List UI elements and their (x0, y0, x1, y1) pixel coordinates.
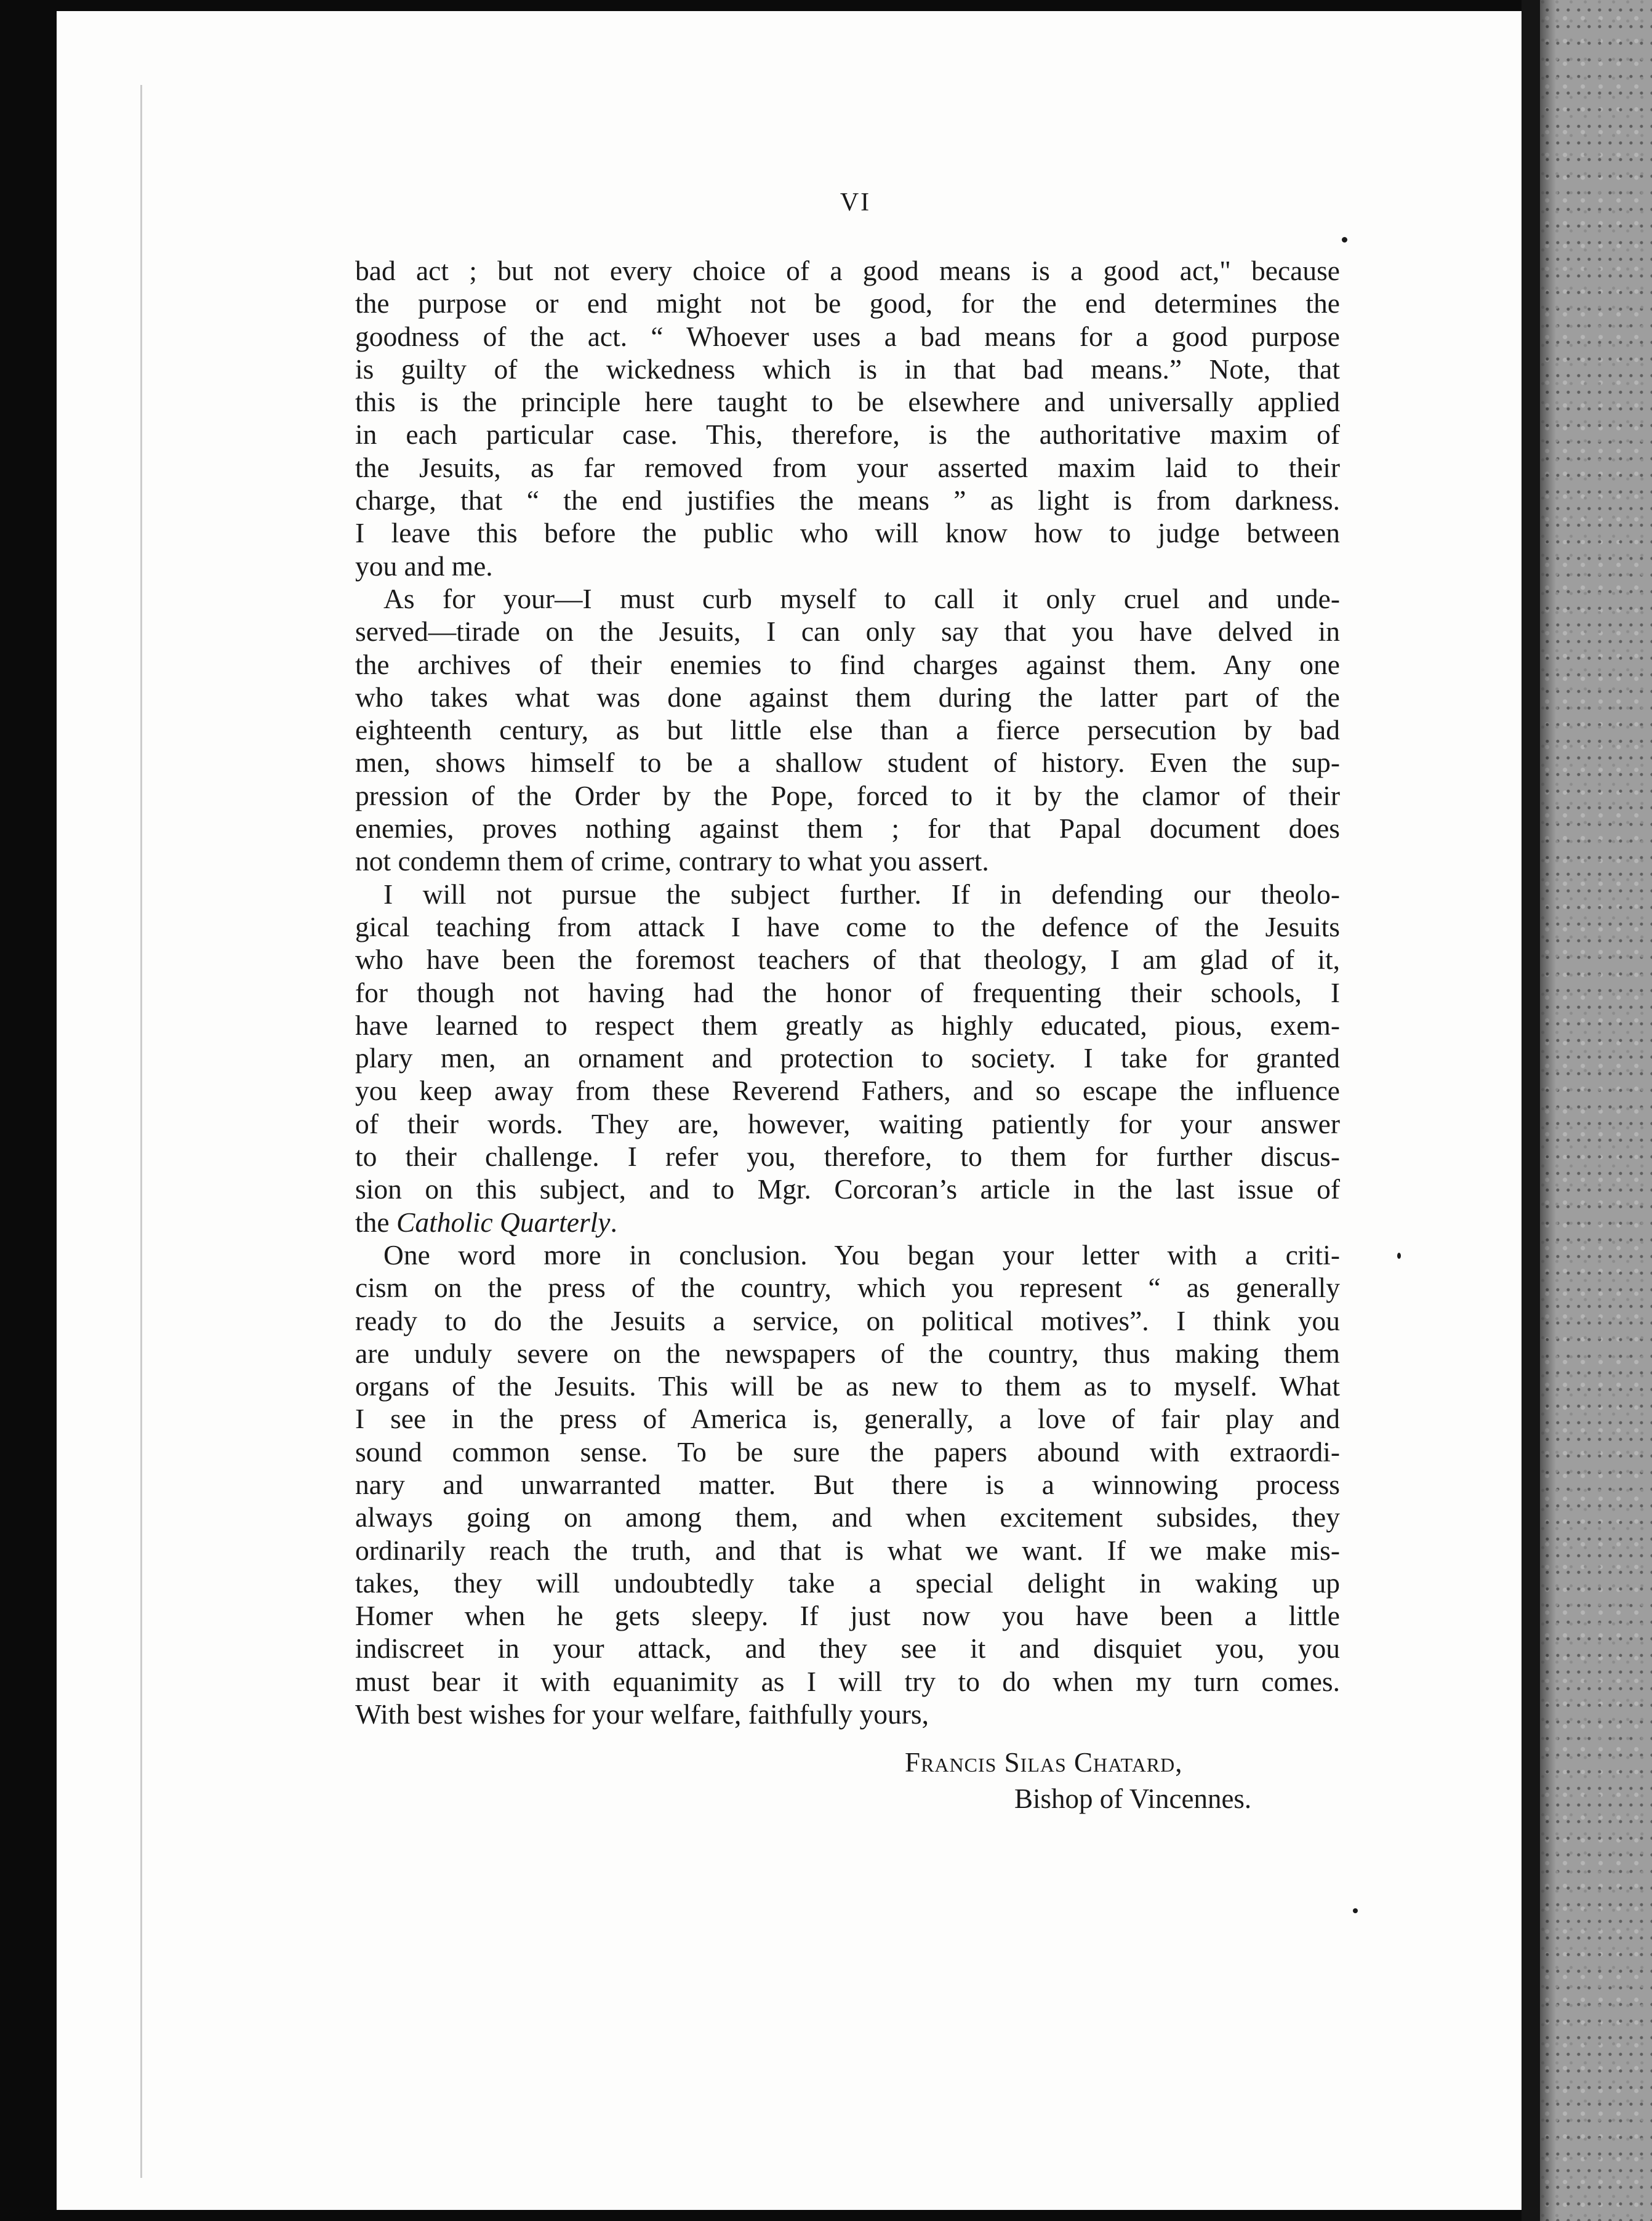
text-line: must bear it with equanimity as I will try to do when my turn comes. (355, 1665, 1340, 1697)
text-line: I leave this before the public who will know how to judge between (355, 517, 1340, 549)
text-line: sound common sense. To be sure the papers abound with extraordi- (355, 1436, 1340, 1468)
text-line: eighteenth century, as but little else than a fierce persecution by bad (355, 714, 1340, 746)
text-line: this is the principle here taught to be elsewhere and universally applied (355, 386, 1340, 418)
text-line: nary and unwarranted matter. But there is a winnowing process (355, 1468, 1340, 1500)
text-line: men, shows himself to be a shallow student of history. Even the sup- (355, 747, 1340, 779)
print-speck (1353, 1908, 1358, 1913)
text-line: As for your—I must curb myself to call it only cruel and unde- (383, 582, 1340, 614)
text-line: of their words. They are, however, waiting patiently for your answer (355, 1107, 1340, 1139)
text-line: indiscreet in your attack, and they see it and disquiet you, you (355, 1633, 1340, 1665)
signature-name: Francis Silas Chatard, (905, 1747, 1183, 1778)
text-line (355, 1206, 1340, 1239)
text-line: ready to do the Jesuits a service, on political motives”. I think you (355, 1304, 1340, 1336)
scan-border-top (0, 0, 1652, 11)
text-line: One word more in conclusion. You began your letter with a criti- (383, 1239, 1340, 1271)
text-line: to their challenge. I refer you, therefore, to them for further discus- (355, 1141, 1340, 1173)
text-line: plary men, an ornament and protection to society. I take for granted (355, 1042, 1340, 1074)
text-line: I will not pursue the subject further. If in defending our theolo- (383, 878, 1340, 910)
signature-title: Bishop of Vincennes. (1014, 1783, 1252, 1814)
text-line: I see in the press of America is, generally, a love of fair play and (355, 1403, 1340, 1435)
adjacent-page-edge (1540, 0, 1652, 2221)
text-line: ordinarily reach the truth, and that is what we want. If we make mis- (355, 1534, 1340, 1566)
text-line: goodness of the act. “ Whoever uses a bad means for a good purpose (355, 320, 1340, 352)
page-gutter (1522, 0, 1540, 2221)
text-line: enemies, proves nothing against them ; for that Papal document does (355, 813, 1340, 845)
text-line: takes, they will undoubtedly take a special delight in waking up (355, 1567, 1340, 1599)
text-line: cism on the press of the country, which you represent “ as generally (355, 1272, 1340, 1304)
text-line: always going on among them, and when excitement subsides, they (355, 1501, 1340, 1533)
text-run: the (355, 1206, 396, 1238)
letter-body (355, 254, 1340, 1730)
text-line: charge, that “ the end justifies the means ” as light is from darkness. (355, 484, 1340, 516)
text-run: . (610, 1206, 617, 1238)
page-number: VI (840, 188, 872, 217)
text-line: is guilty of the wickedness which is in that bad means.” Note, that (355, 353, 1340, 385)
text-line: you and me. (355, 550, 493, 582)
publication-title: Catholic Quarterly (396, 1206, 611, 1238)
print-speck (1342, 237, 1347, 243)
text-line: gical teaching from attack I have come to the defence of the Jesuits (355, 910, 1340, 942)
adjacent-page-shadow (1540, 0, 1556, 2221)
text-line: who takes what was done against them during the latter part of the (355, 681, 1340, 713)
text-line: With best wishes for your welfare, faithfully yours, (355, 1698, 929, 1730)
text-line: the purpose or end might not be good, for the end determines the (355, 287, 1340, 319)
text-line: the archives of their enemies to find charges against them. Any one (355, 648, 1340, 680)
scan-border-bottom (0, 2210, 1652, 2221)
print-speck (1397, 1253, 1401, 1259)
text-line: the Jesuits, as far removed from your asserted maxim laid to their (355, 451, 1340, 483)
text-line: organs of the Jesuits. This will be as new to them as to myself. What (355, 1370, 1340, 1402)
text-line: have learned to respect them greatly as highly educated, pious, exem- (355, 1009, 1340, 1041)
text-line: Homer when he gets sleepy. If just now you have been a little (355, 1600, 1340, 1632)
text-line: served—tirade on the Jesuits, I can only say that you have delved in (355, 616, 1340, 648)
text-line: you keep away from these Reverend Fathers, and so escape the influence (355, 1075, 1340, 1107)
text-line: who have been the foremost teachers of that theology, I am glad of it, (355, 944, 1340, 976)
paper-fold-line (140, 85, 142, 2178)
text-line: not condemn them of crime, contrary to what you assert. (355, 845, 989, 877)
text-line: sion on this subject, and to Mgr. Corcoran’s article in the last issue of (355, 1173, 1340, 1205)
text-line: pression of the Order by the Pope, forced to it by the clamor of their (355, 779, 1340, 811)
text-line: bad act ; but not every choice of a good means is a good act," because (355, 255, 1340, 286)
text-line: are unduly severe on the newspapers of the country, thus making them (355, 1337, 1340, 1369)
scan-border-left (0, 0, 57, 2221)
text-line: for though not having had the honor of frequenting their schools, I (355, 976, 1340, 1008)
text-line: in each particular case. This, therefore, is the authoritative maxim of (355, 419, 1340, 451)
